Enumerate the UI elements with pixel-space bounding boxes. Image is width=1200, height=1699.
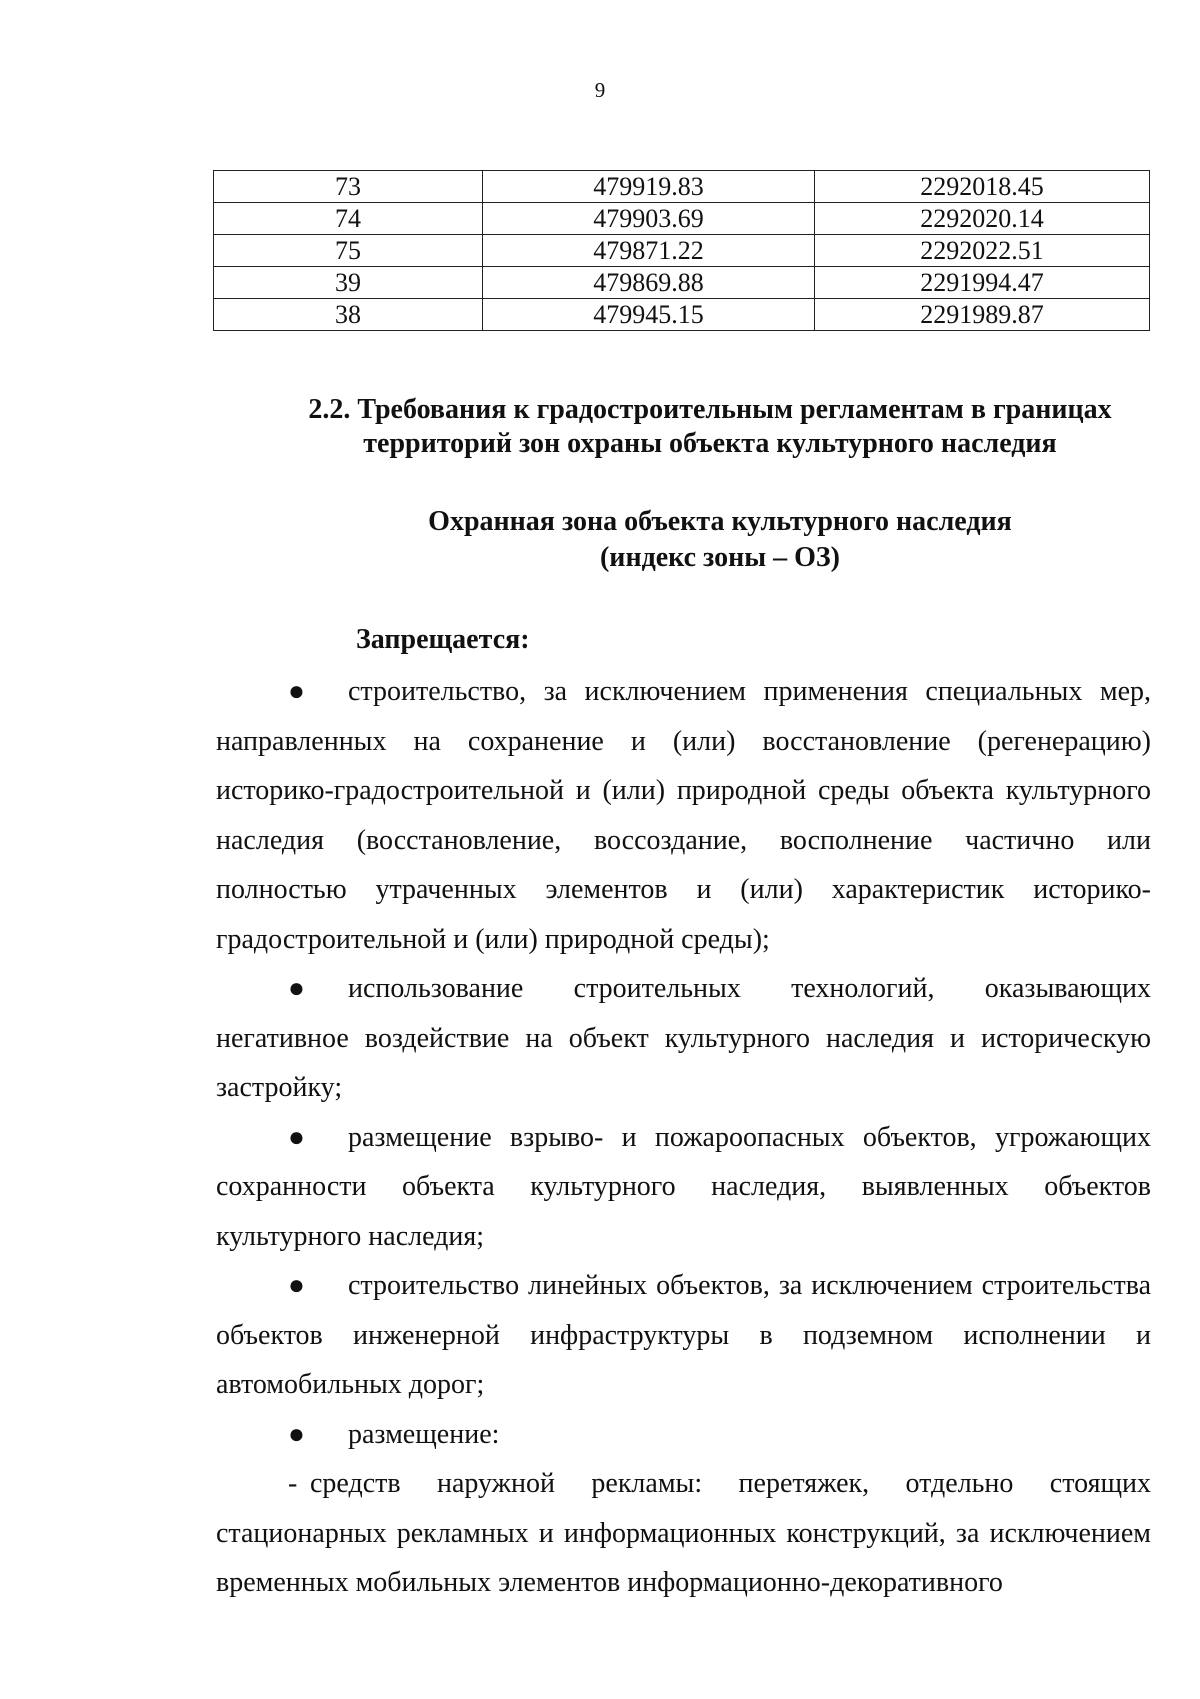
x-coordinate-cell: 479871.22	[483, 235, 815, 267]
bullet-icon: ●	[288, 676, 305, 707]
x-coordinate-cell: 479919.83	[483, 171, 815, 203]
prohibitions-list	[216, 667, 1151, 1608]
list-item-text: строительство линейных объектов, за исключением строительства объектов инженерной инфраструктуры в подземном исполнении и автомобильных дорог;	[216, 1270, 1151, 1400]
section-heading-line: территорий зон охраны объекта культурного наследия	[363, 428, 1057, 459]
x-coordinate-cell: 479903.69	[483, 203, 815, 235]
y-coordinate-cell: 2292020.14	[815, 203, 1150, 235]
zone-title-line: (индекс зоны – ОЗ)	[599, 542, 840, 573]
list-item	[216, 1113, 1151, 1262]
list-item	[216, 1410, 1151, 1460]
list-item	[216, 964, 1151, 1113]
page-number: 9	[594, 78, 606, 102]
sub-list-item	[216, 1459, 1151, 1608]
y-coordinate-cell: 2292022.51	[815, 235, 1150, 267]
bullet-icon: ●	[288, 973, 305, 1004]
list-item	[216, 1261, 1151, 1410]
zone-title-line: Охранная зона объекта культурного наследия	[428, 506, 1012, 537]
list-item-text: использование строительных технологий, оказывающих негативное воздействие на объект культурного наследия и историческую застройку;	[216, 973, 1151, 1103]
y-coordinate-cell: 2291989.87	[815, 299, 1150, 331]
bullet-icon: ●	[288, 1270, 305, 1301]
point-number-cell: 74	[214, 203, 483, 235]
point-number-cell: 38	[214, 299, 483, 331]
list-item-text: размещение:	[348, 1418, 500, 1450]
x-coordinate-cell: 479869.88	[483, 267, 815, 299]
list-item	[216, 667, 1151, 964]
list-item-text: размещение взрыво- и пожароопасных объектов, угрожающих сохранности объекта культурного наследия, выявленных объектов культурного наследия;	[216, 1121, 1151, 1252]
table-row	[214, 203, 1150, 235]
point-number-cell: 73	[214, 171, 483, 203]
section-heading-line: 2.2. Требования к градостроительным регламентам в границах	[308, 394, 1112, 425]
point-number-cell: 75	[214, 235, 483, 267]
table-row	[214, 299, 1150, 331]
list-item-text: строительство, за исключением применения специальных мер, направленных на сохранение и (или) восстановление (регенерацию) историко-градостроительной и (или) природной среды объекта культурного наследия (восстановление, воссоздание, восполнение частично или полностью утраченных элементов и (или) характеристик историко-градостроительной и (или) природной среды);	[216, 676, 1151, 955]
y-coordinate-cell: 2292018.45	[815, 171, 1150, 203]
forbidden-label: Запрещается:	[356, 624, 530, 655]
bullet-icon: ●	[288, 1121, 305, 1153]
table-row	[214, 171, 1150, 203]
point-number-cell: 39	[214, 267, 483, 299]
table-row	[214, 267, 1150, 299]
x-coordinate-cell: 479945.15	[483, 299, 815, 331]
coordinates-table	[213, 170, 1150, 331]
y-coordinate-cell: 2291994.47	[815, 267, 1150, 299]
zone-title	[330, 504, 1110, 576]
table-row	[214, 235, 1150, 267]
bullet-icon: ●	[288, 1418, 305, 1450]
dash-icon: -	[288, 1468, 298, 1499]
sub-list-item-text: средств наружной рекламы: перетяжек, отдельно стоящих стационарных рекламных и информационных конструкций, за исключением временных мобильных элементов информационно-декоративного	[216, 1468, 1151, 1598]
section-heading	[250, 393, 1170, 461]
